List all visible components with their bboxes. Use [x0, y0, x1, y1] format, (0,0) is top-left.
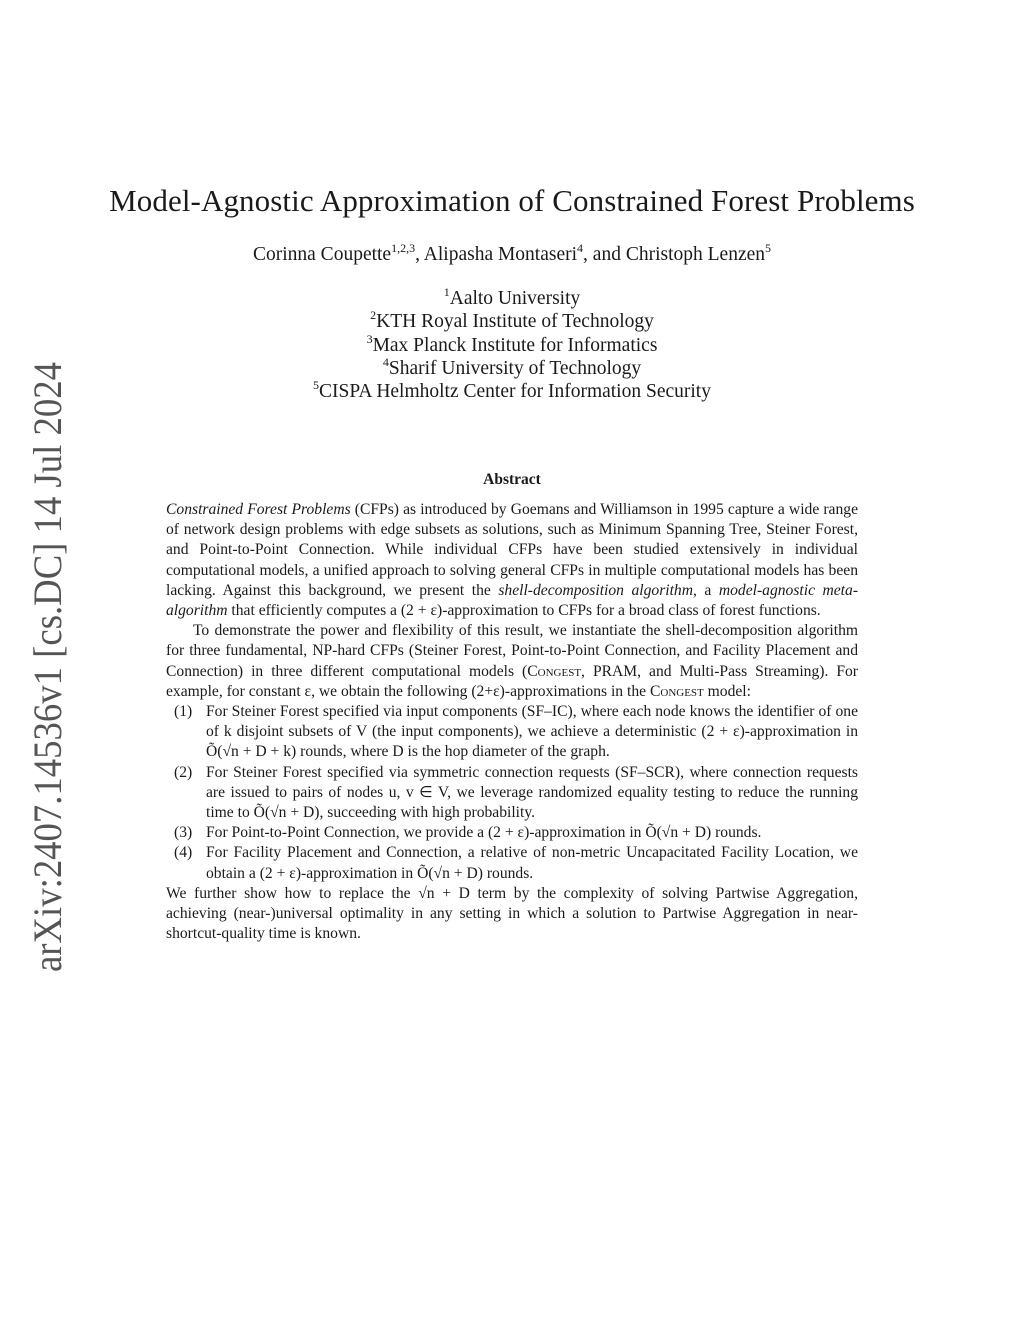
model-name: Congest [649, 682, 704, 700]
arxiv-id-text: arXiv:2407.14536v1 [cs.DC] 14 Jul 2024 [25, 360, 70, 972]
author-name: Christoph Lenzen [625, 244, 766, 265]
emphasis: Constrained Forest Problems [166, 501, 351, 518]
paper-title: Model-Agnostic Approximation of Constrained Forest Problems [109, 183, 915, 218]
model-name: Congest [527, 662, 582, 680]
list-text: For Steiner Forest specified via symmetric connection requests (SF–SCR), where connection requests are issued to pairs of nodes u, v ∈ V, we leverage randomized equality testing to reduce the running time to Õ(√n + D), succeeding with high probability. [206, 763, 858, 822]
affiliation-marker: 1 [443, 285, 450, 299]
emphasis: shell-decomposition algorithm [498, 581, 693, 599]
list-number: (2) [174, 763, 193, 781]
affiliation [100, 354, 924, 380]
abstract-paragraph [166, 621, 858, 702]
affiliation-marker: 2 [370, 308, 377, 323]
abstract-paragraph [166, 500, 858, 621]
author-affil-marker: 4 [577, 241, 584, 255]
list-number: (3) [174, 824, 193, 842]
affiliation-marker: 4 [382, 354, 389, 369]
list-item [166, 763, 858, 824]
text-run: To demonstrate the power and flexibility of this result, we instantiate the shell-decomposition algorithm for three fundamental, NP-hard CFPs (Steiner Forest, Point-to-Point Connection, and Facility Placement and Connection) in three different computational models ( [166, 622, 858, 680]
list-item [166, 823, 858, 843]
results-list [166, 702, 858, 884]
affiliation [100, 310, 924, 333]
abstract-paragraph: We further show how to replace the √n + D term by the complexity of solving Partwise Aggregation, achieving (near-)universal optimality in any setting in which a solution to Partwise Aggregation in near-shortcut-quality time is known. [166, 884, 858, 943]
author-list [100, 241, 924, 266]
affiliation-name: Sharif University of Technology [388, 357, 642, 379]
list-text: For Point-to-Point Connection, we provide a (2 + ε)-approximation in Õ(√n + D) rounds. [206, 824, 762, 842]
emphasis: model-agnostic meta-algorithm [166, 581, 859, 620]
text-run: (CFPs) as introduced by Goemans and Williamson in 1995 capture a wide range of network design problems with edge subsets as solutions, such as Minimum Spanning Tree, Steiner Forest, and Point-to-Point Connection. While individual CFPs have been studied extensively in individual computational models, a unified approach to solving general CFPs in multiple computational models has been lacking. Against this background, we present the [166, 501, 858, 599]
text-run: model: [703, 682, 751, 700]
abstract-heading: Abstract [483, 471, 541, 488]
list-item [166, 702, 858, 763]
affiliation [100, 287, 924, 310]
author-name: Corinna Coupette [252, 244, 392, 265]
list-number: (1) [174, 703, 193, 721]
arxiv-identifier [17, 360, 77, 972]
author-name: Alipasha Montaseri [423, 244, 578, 265]
affiliation-marker: 3 [366, 331, 373, 346]
affiliation [100, 380, 924, 403]
affiliation-name: KTH Royal Institute of Technology [376, 311, 654, 333]
affiliation-name: Max Planck Institute for Informatics [372, 334, 658, 356]
author-affil-marker: 1,2,3 [391, 241, 416, 255]
text-run: that efficiently computes a (2 + ε)-approximation to CFPs for a broad class of forest functions. [227, 602, 821, 620]
affiliation-name: CISPA Helmholtz Center for Information Security [319, 381, 711, 403]
affiliation-list [100, 287, 924, 403]
affiliation-name: Aalto University [449, 288, 581, 309]
list-item [166, 843, 858, 883]
list-number: (4) [174, 844, 193, 862]
affiliation [100, 331, 924, 357]
text-run: , PRAM, and Multi-Pass Streaming). For example, for constant ε, we obtain the following (2+ε)-approximations in the [166, 662, 859, 700]
affiliation-marker: 5 [313, 378, 320, 393]
text-run: , a [692, 581, 719, 599]
list-text: For Facility Placement and Connection, a relative of non-metric Uncapacitated Facility Location, we obtain a (2 + ε)-approximation in Õ(√n + D) rounds. [206, 844, 858, 882]
abstract-body [166, 500, 858, 944]
author-separator: , and [583, 244, 626, 265]
list-text: For Steiner Forest specified via input components (SF–IC), where each node knows the identifier of one of k disjoint subsets of V (the input components), we achieve a deterministic (2 + ε)-approximation in Õ(√n + D + k) rounds, where D is the hop diameter of the graph. [206, 703, 858, 761]
author-separator: , [415, 244, 424, 265]
author-affil-marker: 5 [765, 241, 772, 255]
